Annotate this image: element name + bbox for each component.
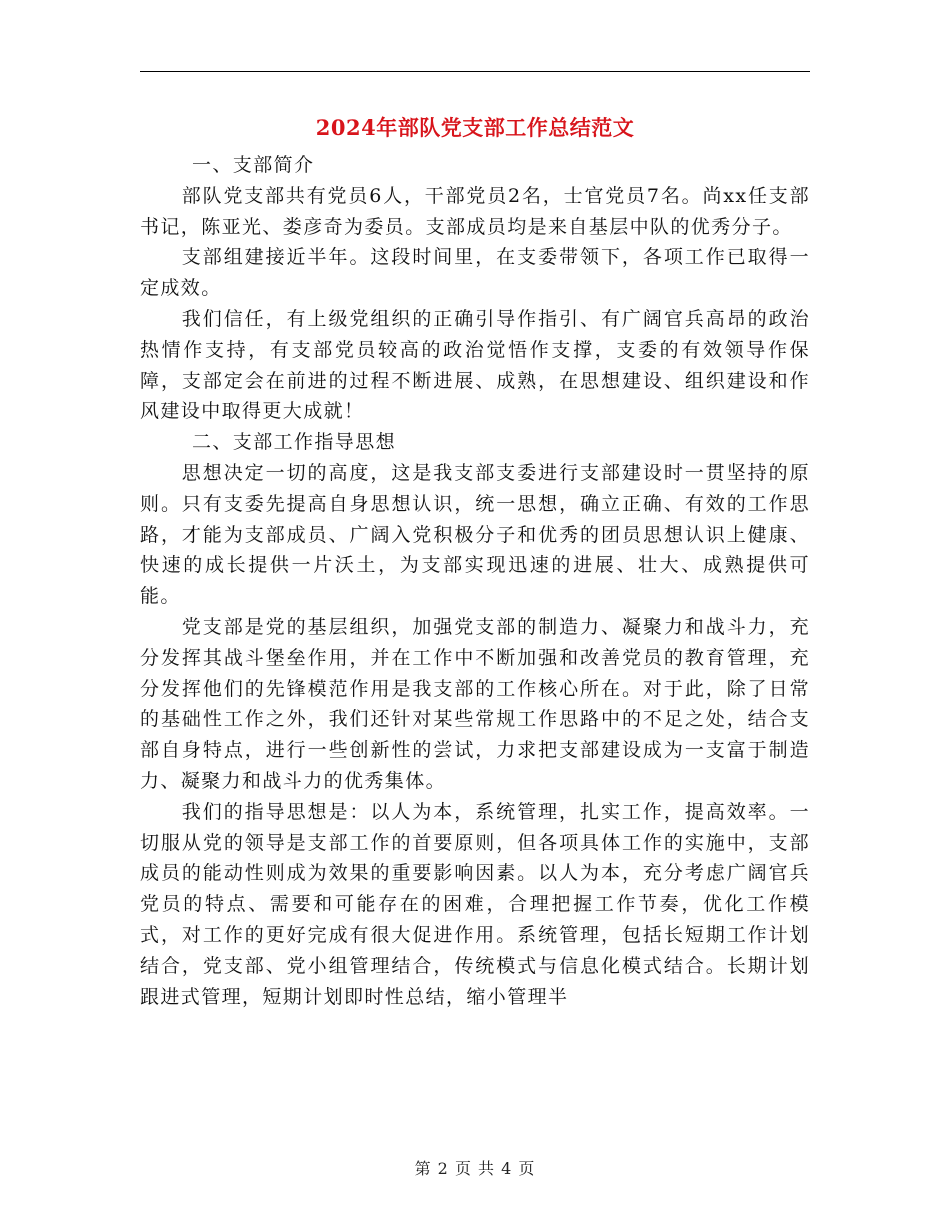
document-body xyxy=(140,150,810,1012)
paragraph-members: 部队党支部共有党员6人，干部党员2名，士官党员7名。尚xx任支部书记，陈亚光、娄彦奇为委员。支部成员均是来自基层中队的优秀分子。 xyxy=(140,184,810,238)
page-number: 第 2 页 共 4 页 xyxy=(414,1159,536,1178)
document-title: 2024年部队党支部工作总结范文 xyxy=(315,115,635,140)
section-heading-guiding-thought: 二、支部工作指导思想 xyxy=(192,431,397,454)
paragraph-branch-core: 党支部是党的基层组织，加强党支部的制造力、凝聚力和战斗力，充分发挥其战斗堡垒作用，并在工作中不断加强和改善党员的教育管理，充分发挥他们的先锋模范作用是我支部的工作核心所在。对于此，除了日常的基础性工作之外，我们还针对某些常规工作思路中的不足之处，结合支部自身特点，进行一些创新性的尝试，力求把支部建设成为一支富于制造力、凝聚力和战斗力的优秀集体。 xyxy=(140,615,810,792)
paragraph-guiding-principle: 我们的指导思想是：以人为本，系统管理，扎实工作，提高效率。一切服从党的领导是支部工作的首要原则，但各项具体工作的实施中，支部成员的能动性则成为效果的重要影响因素。以人为本，充分考虑广阔官兵党员的特点、需要和可能存在的困难，合理把握工作节奏，优化工作模式，对工作的更好完成有很大促进作用。系统管理，包括长短期工作计划结合，党支部、党小组管理结合，传统模式与信息化模式结合。长期计划跟进式管理，短期计划即时性总结，缩小管理半 xyxy=(140,800,810,1008)
header-rule xyxy=(140,71,810,72)
paragraph-establishment: 支部组建接近半年。这段时间里，在支委带领下，各项工作已取得一定成效。 xyxy=(140,246,810,300)
paragraph-confidence: 我们信任，有上级党组织的正确引导作指引、有广阔官兵高昂的政治热情作支持，有支部党员较高的政治觉悟作支撑，支委的有效领导作保障，支部定会在前进的过程不断进展、成熟，在思想建设、组织建设和作风建设中取得更大成就！ xyxy=(140,307,810,423)
section-heading-intro: 一、支部简介 xyxy=(192,154,315,176)
paragraph-thinking: 思想决定一切的高度，这是我支部支委进行支部建设时一贯坚持的原则。只有支委先提高自身思想认识，统一思想，确立正确、有效的工作思路，才能为支部成员、广阔入党积极分子和优秀的团员思想认识上健康、快速的成长提供一片沃土，为支部实现迅速的进展、壮大、成熟提供可能。 xyxy=(140,461,810,608)
